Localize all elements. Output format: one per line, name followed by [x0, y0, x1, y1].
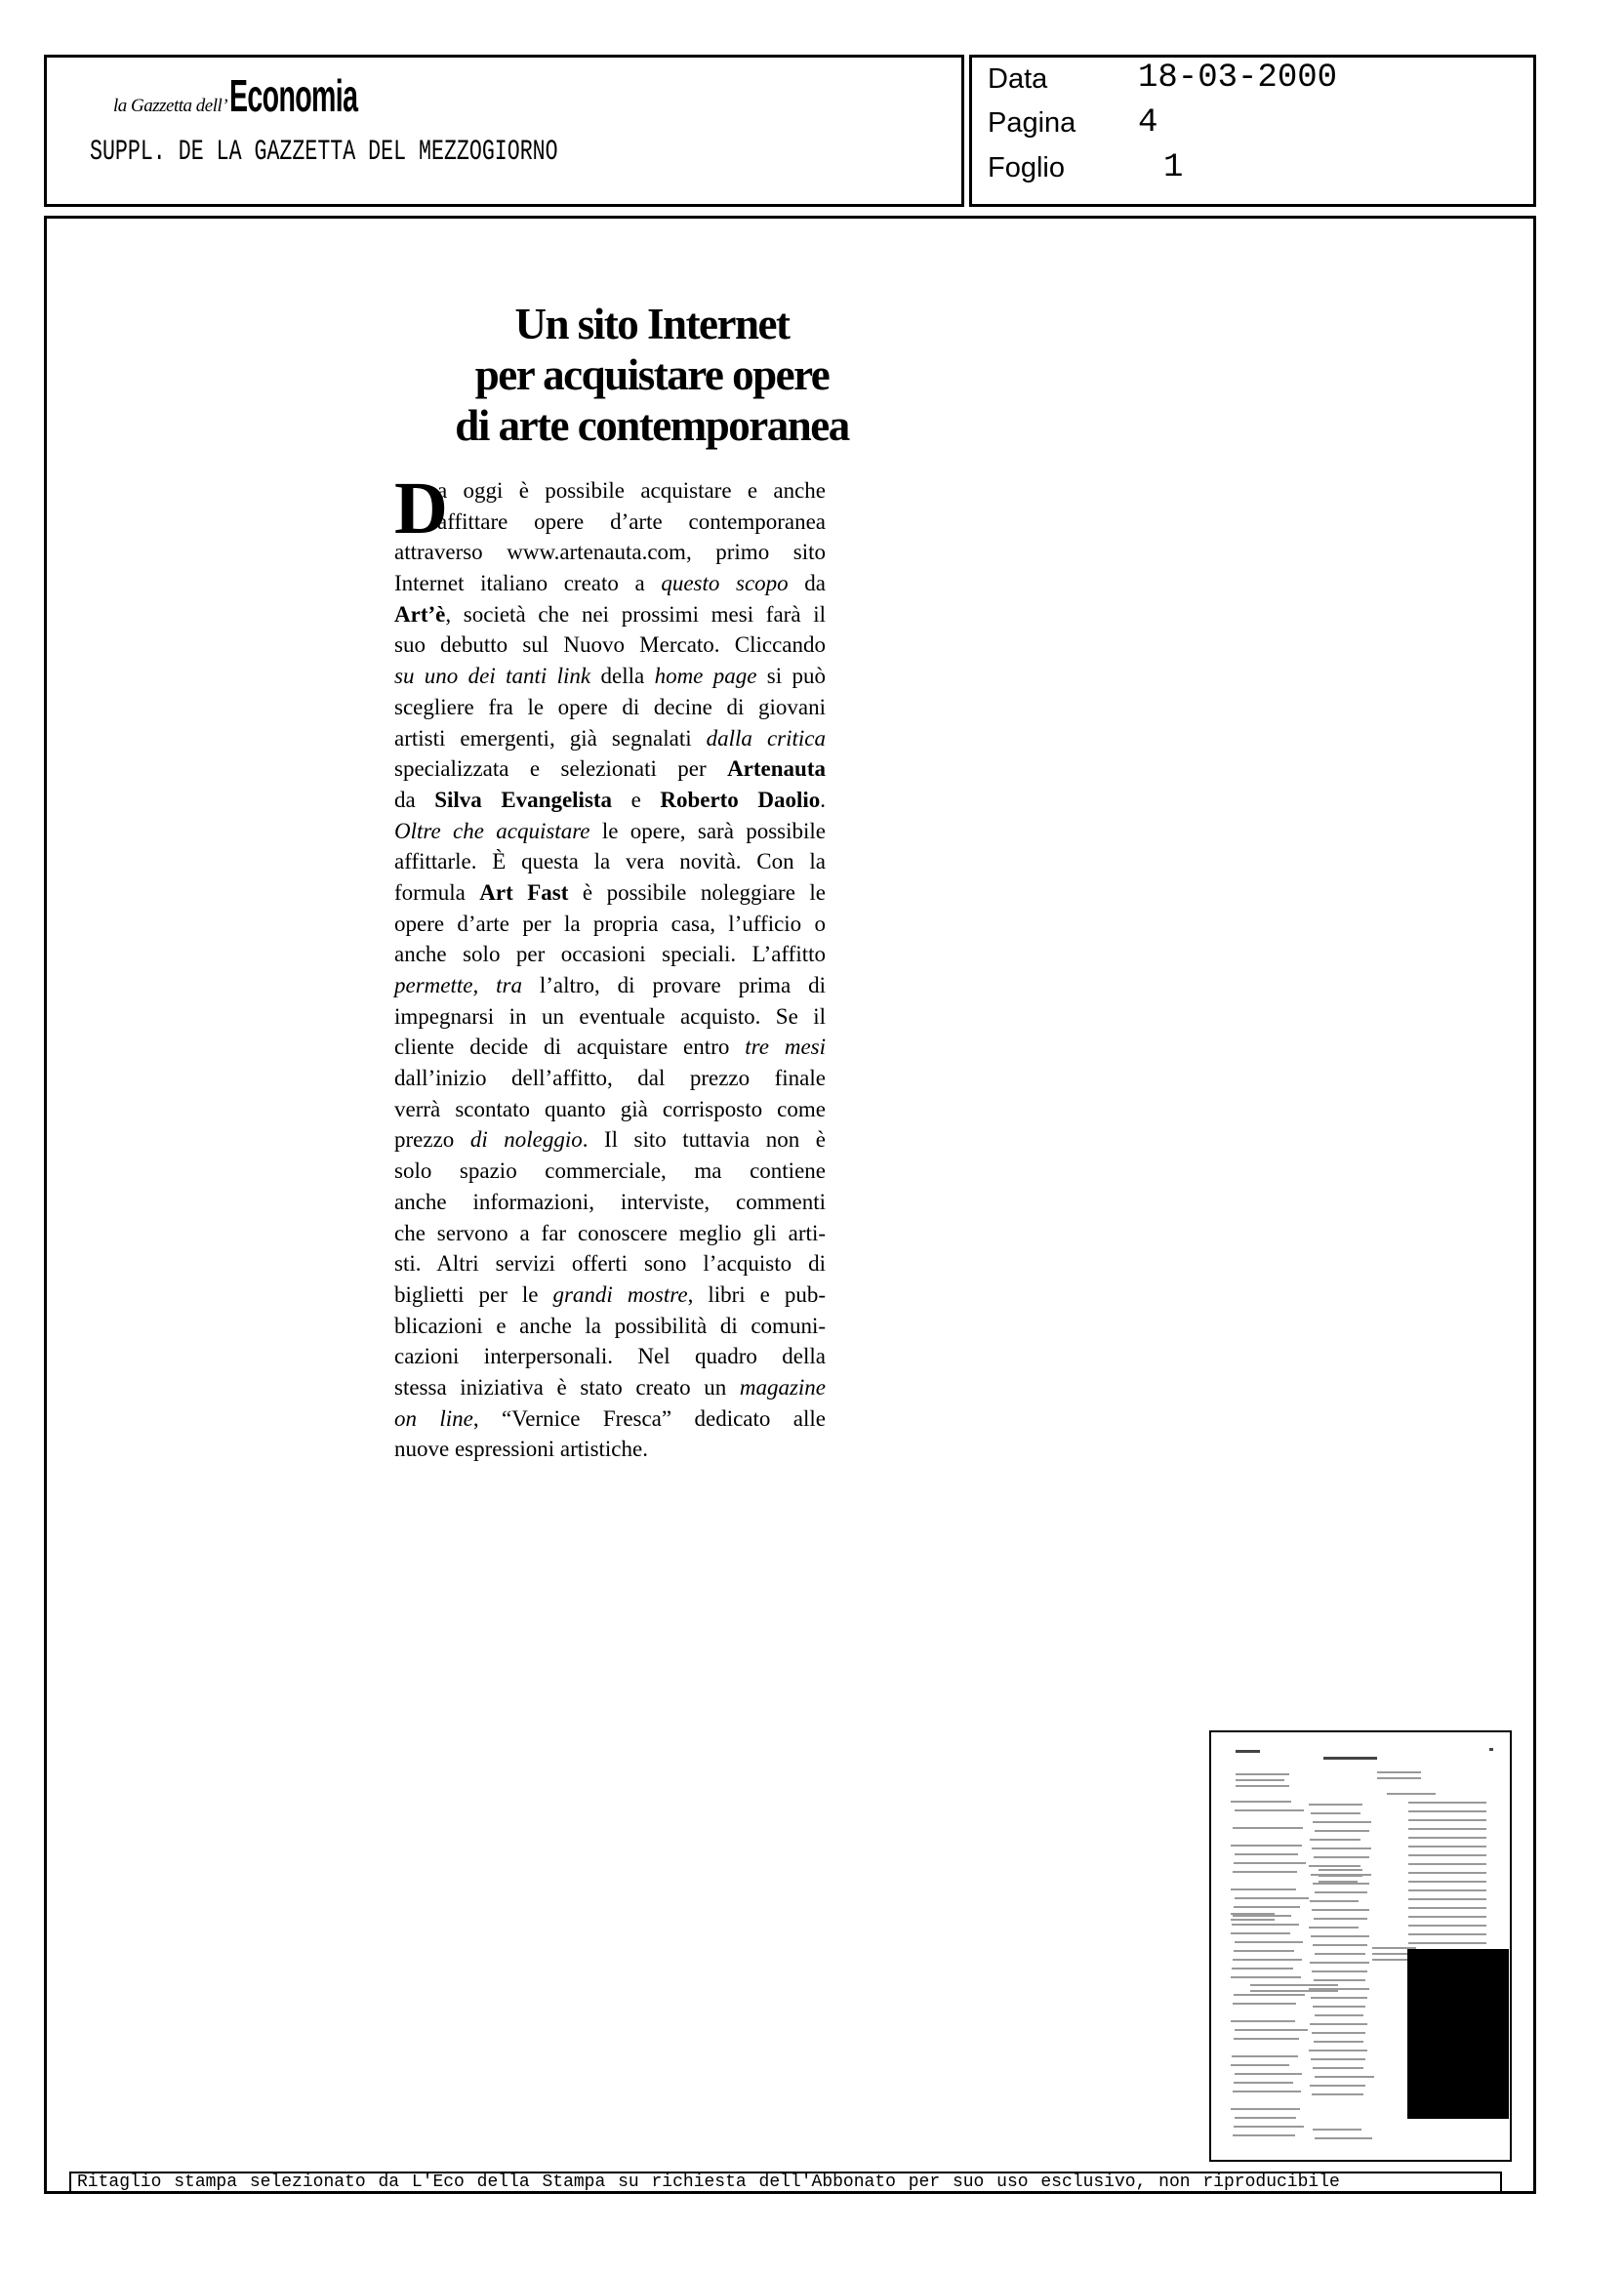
thumbnail-text-mark: [1232, 2055, 1298, 2057]
thumbnail-text-mark: [1312, 2032, 1365, 2034]
text: biglietti per le: [394, 1281, 553, 1307]
title-line: di arte contemporanea: [455, 401, 849, 450]
thumbnail-text-mark: [1408, 1854, 1486, 1856]
text: specializzata e selezionati per: [394, 756, 728, 782]
thumbnail-text-mark: [1312, 1848, 1371, 1849]
italic-text: grandi mostre: [552, 1281, 688, 1307]
date-label: Data: [988, 63, 1048, 95]
article-line: [394, 785, 826, 816]
thumbnail-text-mark: [1231, 2020, 1295, 2022]
text: sti. Altri servizi offerti sono l’acquisto di: [394, 1251, 826, 1277]
thumbnail-text-mark: [1311, 1997, 1367, 1999]
thumbnail-text-mark: [1234, 2082, 1293, 2084]
italic-text: dalla critica: [706, 725, 826, 751]
title-line: Un sito Internet: [514, 300, 790, 348]
thumbnail-text-mark: [1408, 1837, 1486, 1839]
sheet-label: Foglio: [988, 152, 1065, 183]
article-line: [394, 692, 826, 723]
text: a oggi è possibile acquistare e anche: [437, 478, 826, 503]
thumbnail-text-mark: [1408, 1898, 1486, 1900]
article-line: [394, 661, 826, 692]
thumbnail-text-mark: [1315, 2014, 1363, 2016]
thumbnail-text-mark: [1377, 1777, 1421, 1779]
thumbnail-text-mark: [1309, 1988, 1369, 1990]
page-label: Pagina: [988, 107, 1076, 139]
article-line: [394, 1434, 826, 1465]
text: , “Vernice Fresca” dedicato alle: [472, 1405, 826, 1431]
text: Internet italiano creato a: [394, 571, 662, 596]
thumbnail-text-mark: [1311, 1874, 1371, 1876]
text: che servono a far conoscere meglio gli arti-: [394, 1220, 826, 1245]
thumbnail-text-mark: [1310, 1900, 1359, 1902]
text: l’altro, di provare prima di: [521, 973, 826, 997]
article-line: [394, 1094, 826, 1125]
thumbnail-text-mark: [1313, 2006, 1365, 2008]
logo-name: Economia: [229, 70, 358, 121]
italic-text: on line: [394, 1405, 473, 1431]
article-line: [394, 1001, 826, 1033]
bold-text: Silva Evangelista: [434, 787, 613, 812]
thumbnail-text-mark: [1314, 1979, 1365, 1981]
text: dall’inizio dell’affitto, dal prezzo finale: [394, 1066, 826, 1091]
article-body: [394, 467, 827, 1465]
thumbnail-text-mark: [1235, 1897, 1309, 1899]
thumbnail-text-mark: [1233, 2003, 1296, 2005]
thumbnail-text-mark: [1387, 1793, 1436, 1795]
italic-text: di noleggio: [469, 1127, 583, 1153]
thumbnail-text-mark: [1233, 1871, 1297, 1873]
article-line: [394, 1124, 826, 1156]
thumbnail-text-mark: [1315, 1830, 1369, 1832]
thumbnail-text-mark: [1408, 1916, 1486, 1918]
bold-text: Art’è: [394, 601, 446, 627]
thumbnail-text-mark: [1312, 1909, 1369, 1911]
text: si può: [756, 664, 827, 689]
thumbnail-text-mark: [1319, 1869, 1362, 1871]
thumbnail-text-mark: [1234, 1994, 1305, 1996]
thumbnail-text-mark: [1231, 1919, 1275, 1921]
thumbnail-text-mark: [1309, 2050, 1367, 2051]
thumbnail-text-mark: [1235, 1853, 1298, 1855]
thumbnail-text-mark: [1311, 2058, 1365, 2060]
italic-text: permette, tra: [394, 973, 522, 997]
article-line: [394, 568, 826, 599]
article-line: [394, 629, 826, 661]
article-line: [394, 877, 826, 909]
thumbnail-text-mark: [1408, 1942, 1486, 1944]
text: è possibile noleggiare le: [568, 879, 827, 905]
page-thumbnail: [1209, 1730, 1512, 2162]
sheet-value: 1: [1163, 149, 1184, 186]
header-meta-box: [969, 55, 1536, 207]
text: suo debutto sul Nuovo Mercato. Cliccando: [394, 632, 826, 658]
article-line: [394, 475, 826, 507]
article-line: [394, 1341, 826, 1372]
thumbnail-text-mark: [1250, 1984, 1338, 1986]
article-line: [394, 1311, 826, 1342]
italic-text: Oltre che acquistare: [394, 818, 590, 843]
logo-prefix: la Gazzetta dell’: [113, 96, 228, 116]
italic-text: questo scopo: [661, 571, 789, 596]
text: attraverso www.artenauta.com, primo sito: [394, 540, 826, 565]
text: anche informazioni, interviste, commenti: [394, 1189, 826, 1214]
thumbnail-text-mark: [1233, 1915, 1291, 1917]
thumbnail-text-mark: [1313, 2067, 1363, 2069]
article-line: [394, 1372, 826, 1403]
thumbnail-text-mark: [1232, 1968, 1293, 1969]
article-line: [394, 1279, 826, 1311]
article-line: [394, 1218, 826, 1249]
thumbnail-text-mark: [1310, 1962, 1369, 1964]
article-line: [394, 939, 826, 970]
thumbnail-text-mark: [1313, 1944, 1367, 1946]
thumbnail-text-mark: [1311, 1935, 1369, 1937]
thumbnail-text-mark: [1233, 1827, 1303, 1829]
drop-cap: D: [394, 467, 448, 549]
text: anche solo per occasioni speciali. L’affitto: [394, 942, 826, 967]
thumbnail-text-mark: [1233, 2091, 1301, 2092]
thumbnail-text-mark: [1309, 1865, 1360, 1867]
text: affittare opere d’arte contemporanea: [437, 508, 826, 534]
thumbnail-text-mark: [1489, 1748, 1493, 1751]
article-line: [394, 507, 826, 538]
thumbnail-text-mark: [1377, 1771, 1421, 1773]
text: . Il sito tuttavia non è: [582, 1127, 827, 1153]
text: , società che nei prossimi mesi farà il: [445, 601, 826, 627]
article-line: [394, 753, 826, 785]
publication-name: SUPPL. DE LA GAZZETTA DEL MEZZOGIORNO: [90, 136, 558, 169]
thumbnail-text-mark: [1408, 1907, 1486, 1909]
thumbnail-text-mark: [1314, 2041, 1363, 2043]
thumbnail-text-mark: [1309, 1804, 1362, 1806]
thumbnail-text-mark: [1408, 1925, 1486, 1927]
thumbnail-text-mark: [1408, 1846, 1486, 1848]
thumbnail-text-mark: [1310, 1839, 1360, 1841]
article-line: [394, 909, 826, 940]
thumbnail-text-mark: [1231, 1801, 1291, 1803]
article-line: [394, 1187, 826, 1218]
article-line: [394, 723, 826, 754]
thumbnail-text-mark: [1235, 1941, 1303, 1943]
italic-text: su uno dei tanti link: [394, 664, 591, 689]
article-line: [394, 846, 826, 877]
text: formula: [394, 879, 480, 905]
thumbnail-text-mark: [1314, 1918, 1367, 1920]
thumbnail-text-mark: [1236, 1773, 1289, 1775]
thumbnail-text-mark: [1235, 2073, 1302, 2075]
text: scegliere fra le opere di decine di giovani: [394, 694, 826, 719]
article-line: [394, 1032, 826, 1063]
thumbnail-text-mark: [1408, 1889, 1486, 1891]
thumbnail-text-mark: [1231, 1976, 1301, 1978]
clipping-frame: [44, 216, 1536, 2194]
text: stessa iniziativa è stato creato un: [394, 1374, 740, 1400]
thumbnail-text-mark: [1315, 2076, 1374, 2078]
thumbnail-text-mark: [1408, 1872, 1486, 1874]
article-line: [394, 970, 826, 1001]
article-line: [394, 599, 826, 630]
thumbnail-text-mark: [1408, 1828, 1486, 1830]
thumbnail-text-mark: [1408, 1819, 1486, 1821]
thumbnail-text-mark: [1236, 1750, 1260, 1753]
thumbnail-text-mark: [1250, 1990, 1338, 1992]
text: cliente decide di acquistare entro: [394, 1035, 746, 1060]
thumbnail-text-mark: [1309, 1927, 1359, 1929]
page-value: 4: [1138, 104, 1158, 142]
italic-text: magazine: [739, 1374, 826, 1400]
thumbnail-text-mark: [1232, 1924, 1299, 1926]
thumbnail-text-mark: [1313, 1821, 1371, 1823]
text: prezzo: [394, 1127, 470, 1153]
thumbnail-text-mark: [1234, 2126, 1304, 2128]
text: della: [590, 664, 655, 689]
publication-logo: [113, 69, 436, 122]
thumbnail-text-mark: [1231, 1932, 1290, 1934]
article-line: [394, 537, 826, 568]
text: blicazioni e anche la possibilità di comuni-: [394, 1313, 826, 1338]
article-line: [394, 1403, 826, 1435]
article-line: [394, 1248, 826, 1279]
thumbnail-text-mark: [1236, 1785, 1289, 1787]
text: le opere, sarà possibile: [589, 818, 827, 843]
thumbnail-text-mark: [1235, 2117, 1296, 2119]
thumbnail-text-mark: [1234, 1862, 1306, 1864]
thumbnail-text-mark: [1231, 1888, 1296, 1890]
title-line: per acquistare opere: [474, 350, 830, 399]
thumbnail-text-mark: [1310, 2023, 1367, 2025]
thumbnail-text-mark: [1235, 1809, 1304, 1811]
thumbnail-text-mark: [1311, 1812, 1360, 1814]
thumbnail-text-mark: [1408, 1933, 1486, 1935]
text: verrà scontato quanto già corrisposto come: [394, 1096, 826, 1121]
text: impegnarsi in un eventuale acquisto. Se il: [394, 1003, 826, 1029]
thumbnail-text-mark: [1233, 1959, 1302, 1961]
article-line: [394, 816, 826, 847]
date-value: 18-03-2000: [1138, 60, 1338, 97]
text: , libri e pub-: [687, 1281, 826, 1307]
bold-text: Roberto Daolio: [660, 787, 821, 812]
header-publication-box: [44, 55, 964, 207]
thumbnail-text-mark: [1315, 1891, 1367, 1893]
article-line: [394, 1156, 826, 1187]
thumbnail-text-mark: [1310, 2085, 1365, 2087]
text: .: [820, 787, 826, 812]
thumbnail-text-mark: [1236, 1779, 1284, 1781]
text: da: [788, 571, 826, 596]
thumbnail-text-mark: [1234, 1906, 1300, 1908]
text: affittarle. È questa la vera novità. Con la: [394, 849, 826, 874]
thumbnail-text-mark: [1231, 2108, 1300, 2110]
italic-text: home page: [654, 664, 757, 689]
text: solo spazio commerciale, ma contiene: [394, 1158, 826, 1184]
thumbnail-text-mark: [1231, 1845, 1302, 1847]
thumbnail-text-mark: [1408, 1863, 1486, 1865]
thumbnail-text-mark: [1231, 2064, 1289, 2066]
thumbnail-text-mark: [1233, 2134, 1295, 2136]
text: nuove espressioni artistiche.: [394, 1437, 648, 1462]
thumbnail-dark-box: [1407, 1949, 1509, 2119]
thumbnail-text-mark: [1313, 2129, 1361, 2131]
text: artisti emergenti, già segnalati: [394, 725, 707, 751]
thumbnail-text-mark: [1234, 1950, 1294, 1952]
thumbnail-text-mark: [1408, 1810, 1486, 1812]
thumbnail-text-mark: [1312, 1970, 1367, 1972]
italic-text: tre mesi: [745, 1035, 826, 1060]
thumbnail-text-mark: [1408, 1881, 1486, 1883]
text: e: [612, 787, 661, 812]
article-line: [394, 1063, 826, 1094]
article-title: [418, 299, 886, 451]
thumbnail-text-mark: [1314, 1856, 1369, 1858]
thumbnail-text-mark: [1315, 2137, 1372, 2139]
thumbnail-text-mark: [1408, 1802, 1486, 1804]
thumbnail-text-mark: [1315, 1953, 1365, 1955]
text: opere d’arte per la propria casa, l’ufficio o: [394, 911, 826, 936]
thumbnail-text-mark: [1234, 2038, 1299, 2040]
copyright-notice: Ritaglio stampa selezionato da L'Eco della Stampa su richiesta dell'Abbonato per suo uso esclusivo, non riproducibile: [69, 2172, 1502, 2194]
thumbnail-text-mark: [1313, 1883, 1369, 1885]
thumbnail-text-mark: [1323, 1757, 1377, 1760]
text: cazioni interpersonali. Nel quadro della: [394, 1344, 826, 1369]
thumbnail-text-mark: [1312, 2093, 1363, 2095]
bold-text: Art Fast: [479, 879, 569, 905]
thumbnail-text-mark: [1235, 2029, 1308, 2031]
bold-text: Artenauta: [727, 756, 826, 782]
text: da: [394, 787, 435, 812]
